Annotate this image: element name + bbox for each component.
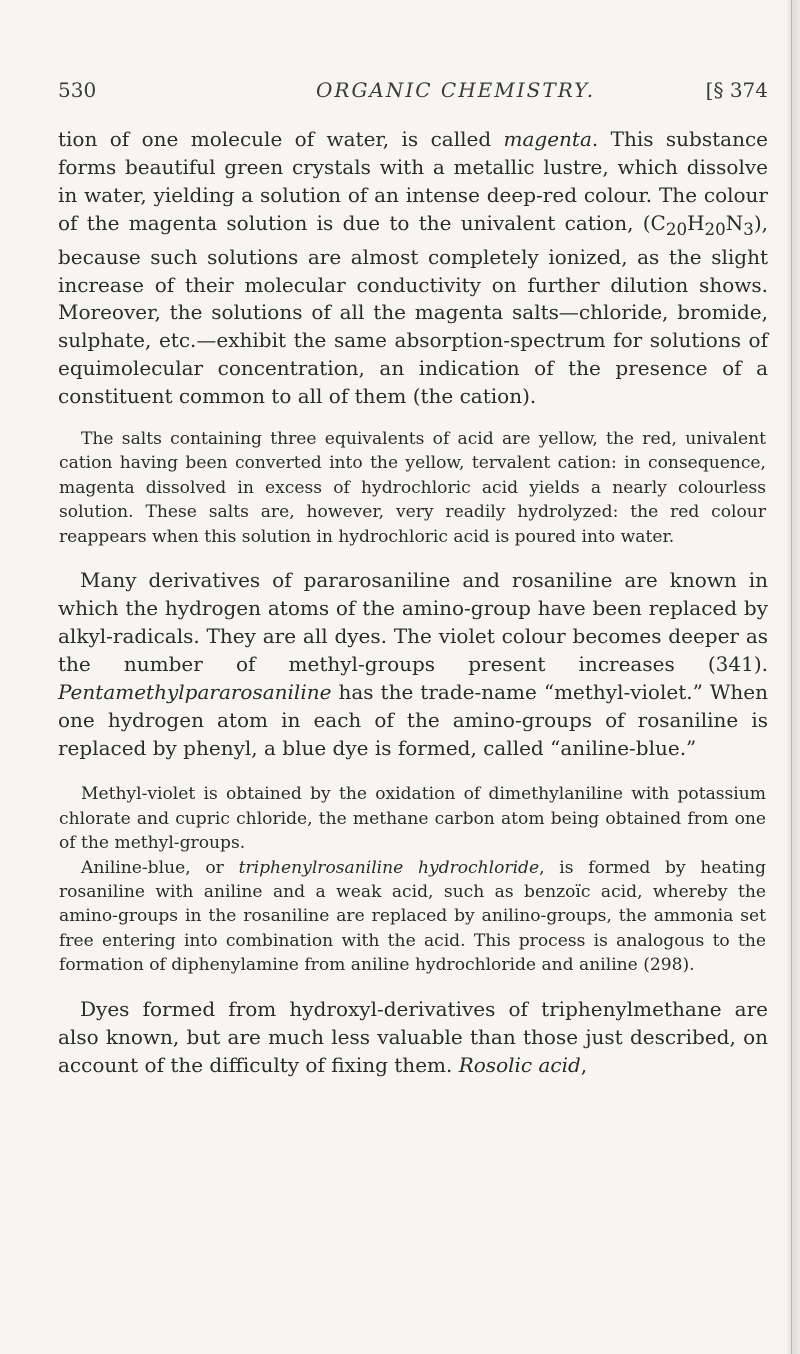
p3-text-a: Many derivatives of pararosaniline and rosaniline are known in which the hydrogen atoms of the amino-group have been replaced by alkyl-radicals. They are all dyes. The violet colour becomes deeper as the number of methyl-groups present increases (341). bbox=[58, 568, 768, 676]
p1-term-magenta: magenta bbox=[503, 127, 592, 151]
p1-text-h: H bbox=[687, 210, 705, 235]
paragraph-methyl-violet: Methyl-violet is obtained by the oxidation of dimethylaniline with potassium chlorate and cupric chloride, the methane carbon atom being obtained from one of the methyl-groups. bbox=[59, 784, 766, 854]
paragraph-aniline-blue bbox=[58, 856, 768, 978]
running-title: ORGANIC CHEMISTRY. bbox=[316, 78, 596, 102]
p5-term-triphenyl: triphenylrosaniline hydrochloride bbox=[238, 857, 540, 878]
paragraph-derivatives bbox=[58, 567, 768, 762]
section-marker: [§ 374 bbox=[705, 78, 768, 102]
paragraph-hydroxyl-dyes bbox=[58, 996, 768, 1080]
p3-term-pentamethyl: Pentamethylpararosaniline bbox=[58, 679, 332, 704]
p5-text-c: , is formed by heating rosaniline with aniline and a weak acid, such as benzoïc acid, whereby the amino-groups in the rosaniline are replaced by anilino-groups, the ammonia set free entering into combination with the acid. This process is analogous to the formation of diphenylamine from aniline hydrochloride and aniline (298). bbox=[59, 857, 766, 976]
page-edge-line bbox=[791, 0, 792, 1354]
p1-text-c: . This substance forms beautiful green crystals with a metallic lustre, which dissolve in water, yielding a solution of an intense deep-red colour. The colour of the magenta solution is due to the univalent cation, (C bbox=[58, 127, 768, 235]
p6-text-c: , bbox=[580, 1052, 588, 1077]
p1-text-n: N bbox=[725, 210, 744, 235]
p6-term-rosolic: Rosolic acid bbox=[458, 1052, 581, 1077]
p1-sub-c: 20 bbox=[665, 219, 688, 239]
paragraph-yellow-salts: The salts containing three equivalents of acid are yellow, the red, univalent cation having been converted into the yellow, tervalent cation: in consequence, magenta dissolved in excess of hydrochloric acid yields a nearly colourless solution. These salts are, however, very readily hydrolyzed: the red colour reappears when this solution in hydrochloric acid is poured into water. bbox=[59, 429, 766, 547]
p5-text-a: Aniline-blue, or bbox=[81, 857, 239, 878]
p1-sub-h: 20 bbox=[704, 219, 726, 239]
p6-text-a: Dyes formed from hydroxyl-derivatives of triphenylmethane are also known, but are much less valuable than those just described, on account of the difficulty of fixing them. bbox=[58, 996, 768, 1077]
page-number: 530 bbox=[58, 78, 97, 102]
p3-text-c: has the trade-name “methyl-violet.” When one hydrogen atom in each of the amino-groups of rosaniline is replaced by phenyl, a blue dye is formed, called “aniline-blue.” bbox=[58, 679, 768, 760]
page-edge-shadow bbox=[786, 0, 800, 1354]
p1-text-i: ), because such solutions are almost completely ionized, as the slight increase of their molecular conductivity on further dilution shows. Moreover, the solutions of all the magenta salts—chloride, bromide, sulphate, etc.—exhibit the same absorption-spectrum for solutions of equimolecular concentration, an indication of the presence of a constituent common to all of them (the cation). bbox=[58, 210, 768, 409]
page-header bbox=[58, 78, 768, 114]
p1-text-a: tion of one molecule of water, is called bbox=[58, 127, 504, 151]
paragraph-magenta bbox=[58, 126, 768, 411]
book-page bbox=[58, 78, 768, 1079]
p1-sub-n: 3 bbox=[743, 219, 754, 239]
